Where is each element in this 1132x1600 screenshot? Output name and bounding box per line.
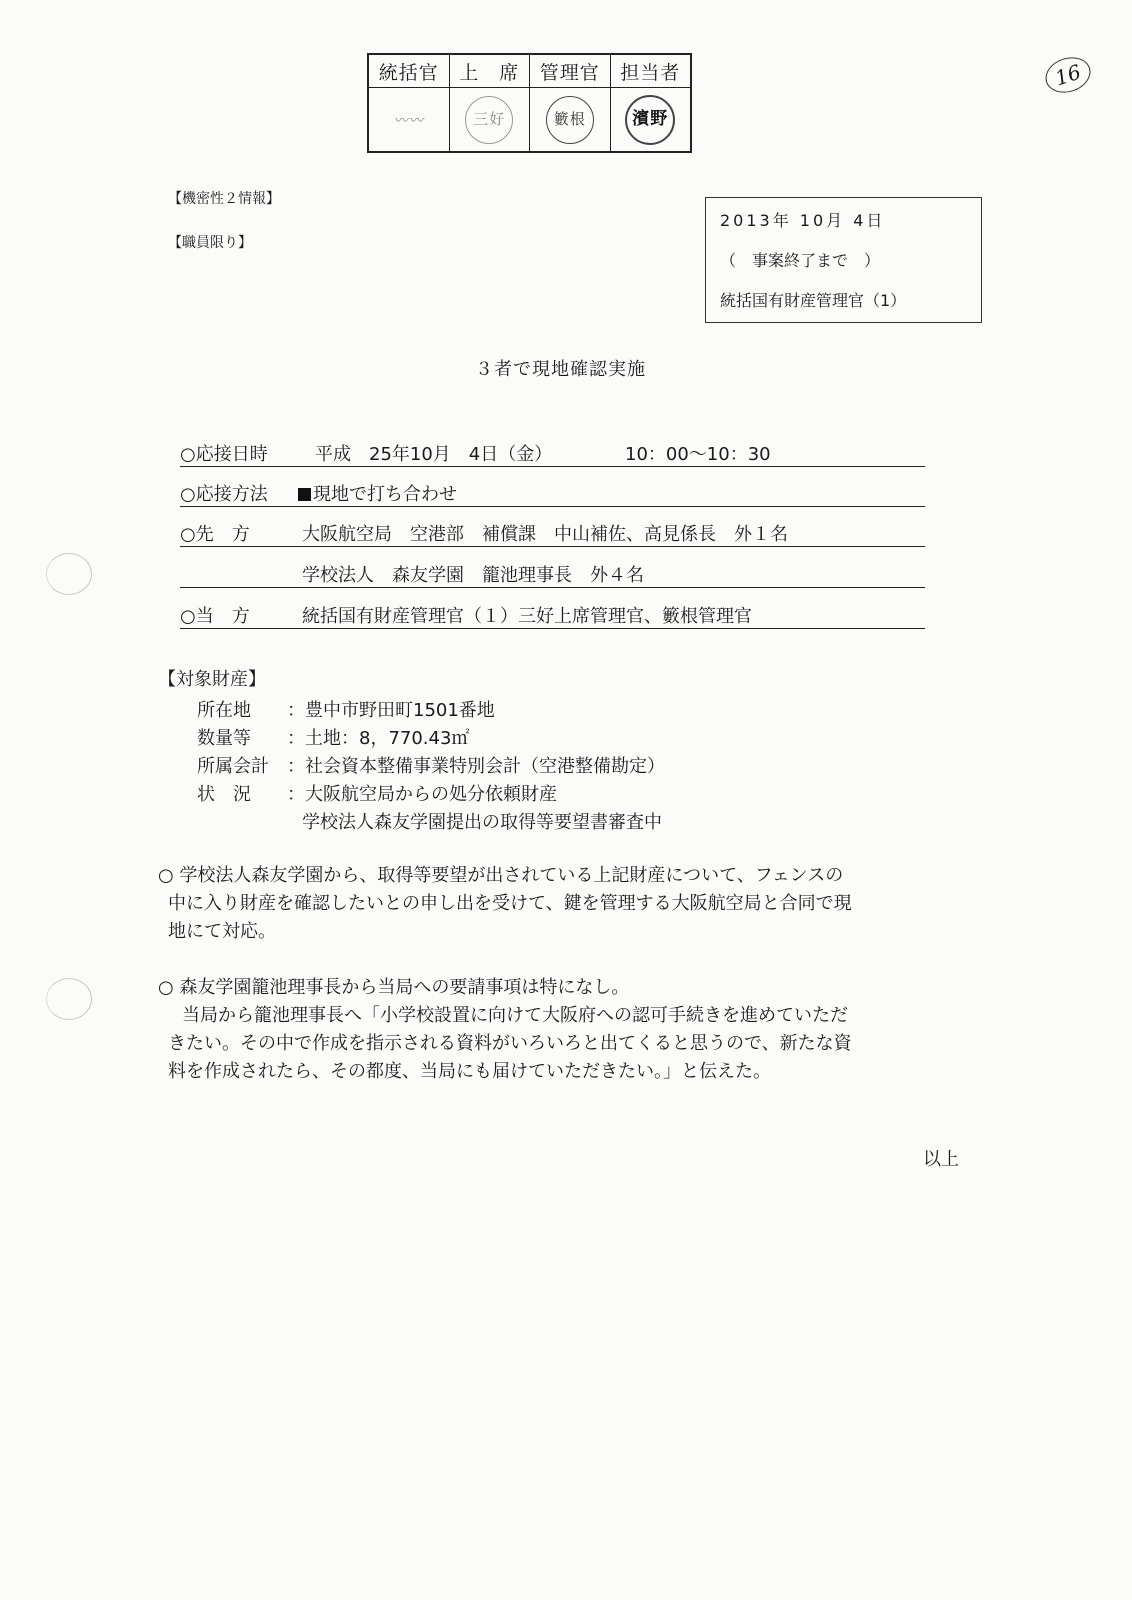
stamp-header-chief: 統括官 (369, 55, 450, 87)
account-value: ：社会資本整備事業特別会計（空港整備勘定） (287, 756, 665, 777)
account-label: 所属会計 (197, 756, 269, 777)
our-side-label: ○当 方 (180, 606, 250, 627)
reception-method-line (180, 480, 925, 507)
quantity-value: ：土地：8，770.43㎡ (287, 728, 470, 749)
paragraph-1-line-2: 中に入り財産を確認したいとの申し出を受けて、鍵を管理する大阪航空局と合同で現 (168, 893, 852, 914)
reception-time-value: 10：00～10：30 (625, 444, 771, 465)
reception-method-value: 現地で打ち合わせ (313, 484, 457, 505)
counterpart-line-2 (180, 561, 925, 588)
stamp-seal-row (369, 88, 690, 152)
status-value-1: ：大阪航空局からの処分依頼財産 (287, 784, 557, 805)
reception-method-label: ○応接方法 (180, 484, 268, 505)
counterpart-label: ○先 方 (180, 524, 250, 545)
stamp-cell-chief (369, 88, 450, 152)
location-value: ：豊中市野田町1501番地 (287, 700, 495, 721)
stamp-header-manager: 管理官 (530, 55, 611, 87)
punch-hole-top (46, 553, 92, 595)
stamp-header-senior: 上 席 (450, 55, 531, 87)
paragraph-1-line-1: ○ 学校法人森友学園から、取得等要望が出されている上記財産について、フェンスの (158, 865, 844, 886)
stamp-cell-manager (530, 88, 611, 152)
reception-date-label: ○応接日時 (180, 444, 268, 465)
checked-box-icon (298, 488, 311, 501)
signature-scribble: 〰〰 (393, 113, 424, 129)
issuing-office: 統括国有財産管理官（1） (720, 291, 907, 310)
seal-stamp-hamano: 濱野 (625, 95, 675, 145)
staff-only-label: 【職員限り】 (168, 235, 252, 251)
punch-hole-bottom (46, 978, 92, 1020)
quantity-label: 数量等 (197, 728, 251, 749)
page-title: ３者で現地確認実施 (475, 359, 646, 380)
status-label: 状 況 (197, 784, 251, 805)
reception-date-value: 平成 25年10月 4日（金） (315, 444, 553, 465)
seal-stamp-yabune: 籔根 (546, 96, 594, 144)
stamp-cell-staff (611, 88, 691, 152)
retention-info-box (705, 197, 982, 323)
seal-stamp-miyoshi: 三好 (465, 96, 513, 144)
stamp-header-row (369, 55, 690, 88)
counterpart-value-2: 学校法人 森友学園 籠池理事長 外４名 (302, 565, 644, 586)
location-label: 所在地 (197, 700, 251, 721)
confidentiality-label: 【機密性２情報】 (168, 191, 280, 207)
stamp-cell-senior (450, 88, 531, 152)
reception-method-value-wrap (298, 480, 457, 506)
our-side-value: 統括国有財産管理官（１）三好上席管理官、籔根管理官 (302, 606, 752, 627)
retention-period: （ 事案終了まで ） (720, 251, 881, 270)
approval-stamp-table (367, 53, 692, 153)
paragraph-2-line-2: 当局から籠池理事長へ「小学校設置に向けて大阪府への認可手続きを進めていただ (182, 1005, 848, 1026)
closing-mark: 以上 (923, 1149, 959, 1170)
paragraph-1-line-3: 地にて対応。 (168, 921, 276, 942)
document-date: 2013年 10月 4日 (720, 211, 886, 230)
page-number: 16 (1041, 52, 1095, 99)
our-side-line (180, 602, 925, 629)
counterpart-value-1: 大阪航空局 空港部 補償課 中山補佐、高見係長 外１名 (302, 524, 788, 545)
counterpart-line-1 (180, 520, 925, 547)
paragraph-2-line-3: きたい。その中で作成を指示される資料がいろいろと出てくると思うので、新たな資 (168, 1033, 852, 1054)
reception-date-line (180, 440, 925, 467)
status-value-2: 学校法人森友学園提出の取得等要望書審査中 (302, 812, 662, 833)
paragraph-2-line-4: 料を作成されたら、その都度、当局にも届けていただきたい。」と伝えた。 (168, 1061, 771, 1082)
paragraph-2-line-1: ○ 森友学園籠池理事長から当局への要請事項は特になし。 (158, 977, 630, 998)
stamp-header-staff: 担当者 (620, 61, 681, 84)
property-heading: 【対象財産】 (158, 669, 266, 690)
